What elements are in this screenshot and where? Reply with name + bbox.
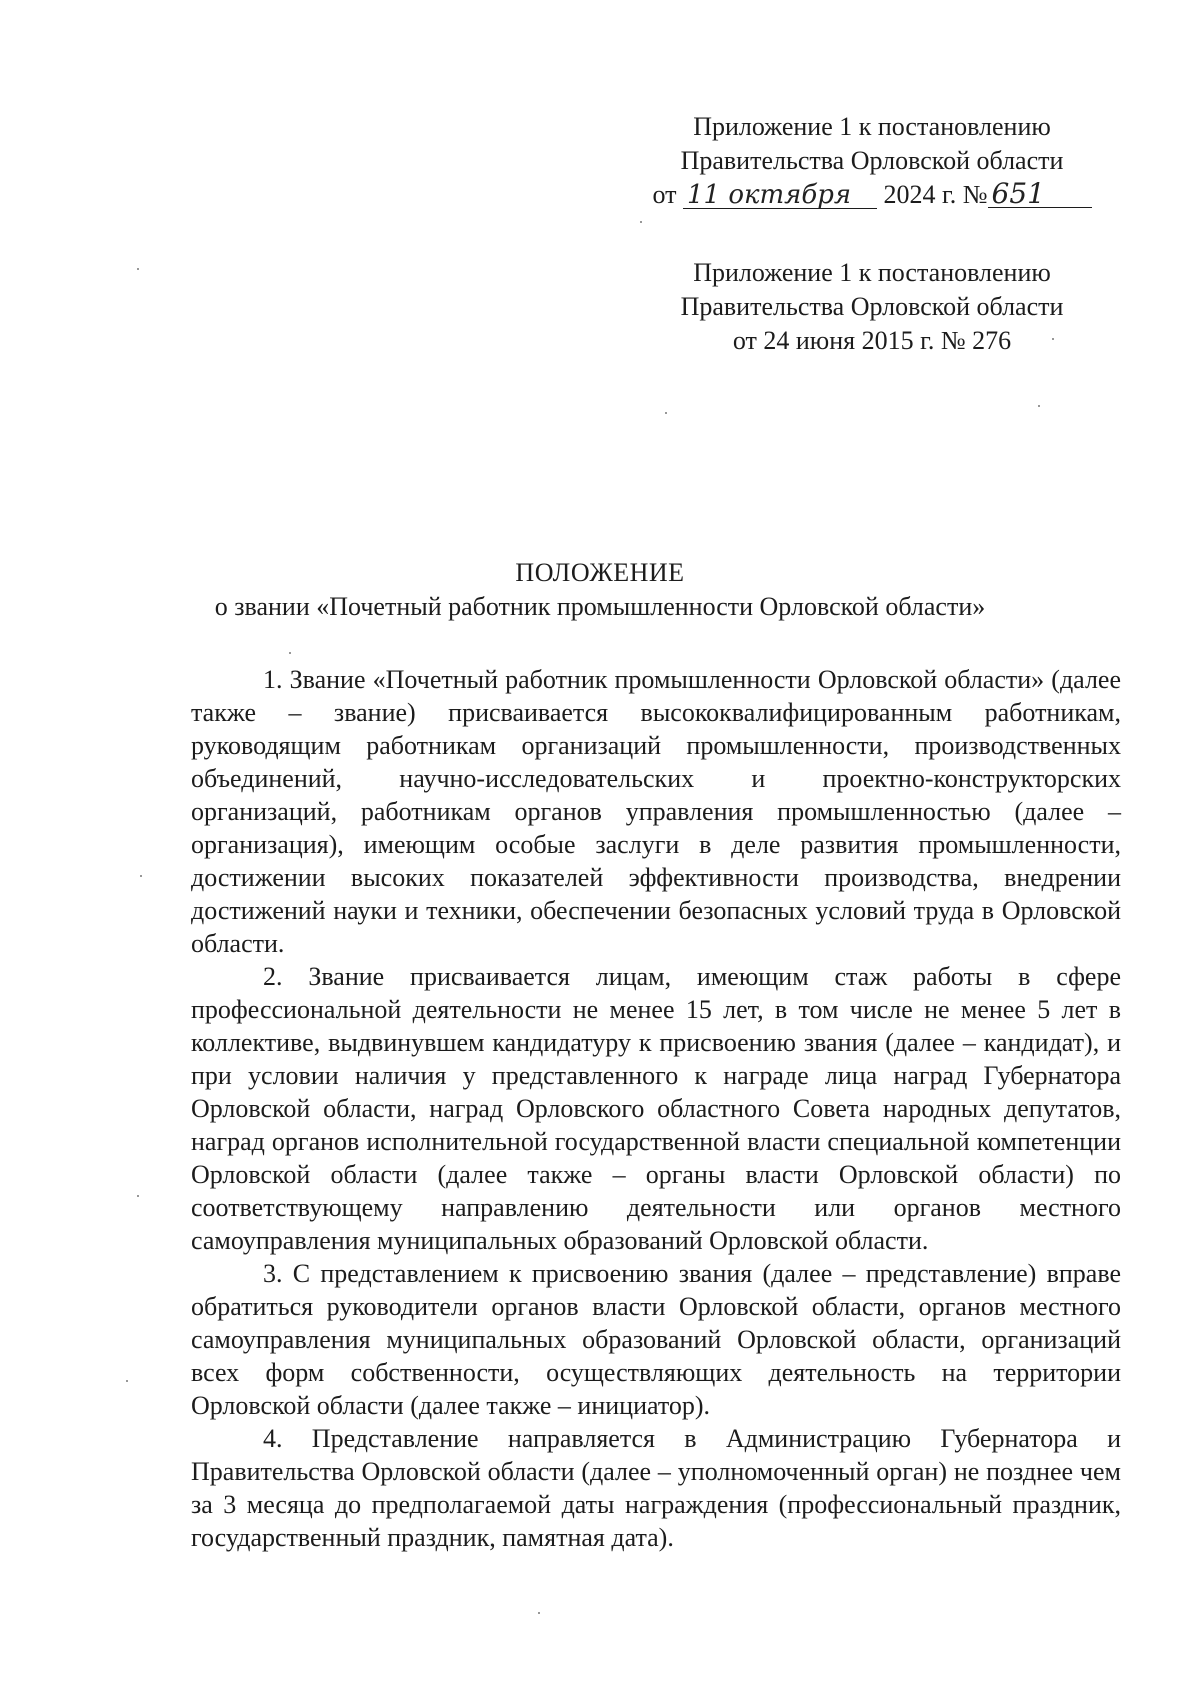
paragraph-number: 4. — [263, 1424, 283, 1453]
handwritten-date: 11 октября — [683, 182, 877, 209]
paragraph-number: 2. — [263, 962, 283, 991]
paragraph-1 — [191, 663, 1121, 960]
scan-speck — [289, 652, 291, 654]
appendix-old-line-2: Правительства Орловской области — [680, 292, 1064, 321]
appendix-date-line — [632, 178, 1112, 212]
paragraph-3 — [191, 1257, 1121, 1422]
document-body — [191, 663, 1121, 1554]
scan-speck — [126, 1380, 128, 1382]
handwritten-number: 651 — [988, 181, 1092, 208]
paragraph-text: С представлением к присвоению звания (далее – представление) вправе обратиться руководители органов власти Орловской области, органов местного самоуправления муниципальных образований Орловской области, организаций всех форм собственности, осуществляющих деятельность на территории Орловской области (далее также – инициатор). — [191, 1259, 1121, 1420]
document-title: ПОЛОЖЕНИЕ — [515, 558, 685, 587]
scan-speck — [137, 268, 139, 270]
document-subtitle: о звании «Почетный работник промышленности Орловской области» — [214, 592, 986, 621]
appendix-line-2: Правительства Орловской области — [680, 146, 1064, 175]
appendix-line-1: Приложение 1 к постановлению — [693, 112, 1051, 141]
paragraph-number: 1. — [263, 665, 283, 694]
paragraph-text: Представление направляется в Администрацию Губернатора и Правительства Орловской области (далее – уполномоченный орган) не позднее чем за 3 месяца до предполагаемой даты награждения (профессиональный праздник, государственный праздник, памятная дата). — [191, 1424, 1122, 1552]
document-title-block — [0, 556, 1200, 624]
scan-speck — [538, 1612, 540, 1614]
scan-speck — [140, 875, 142, 877]
scan-speck — [1038, 405, 1040, 407]
paragraph-4 — [191, 1422, 1121, 1554]
scan-speck — [640, 221, 642, 223]
paragraph-text: Звание «Почетный работник промышленности Орловской области» (далее также – звание) присваивается высококвалифицированным работникам, руководящим работникам организаций промышленности, производственных объединений, научно-исследовательских и проектно-конструкторских организаций, работникам органов управления промышленностью (далее – организация), имеющим особые заслуги в деле развития промышленности, достижении высоких показателей эффективности производства, внедрении достижений науки и техники, обеспечении безопасных условий труда в Орловской области. — [191, 665, 1121, 958]
appendix-header-current — [632, 110, 1112, 212]
appendix-old-line-1: Приложение 1 к постановлению — [693, 258, 1051, 287]
paragraph-number: 3. — [263, 1259, 283, 1288]
appendix-header-original — [632, 256, 1112, 358]
paragraph-text: Звание присваивается лицам, имеющим стаж работы в сфере профессиональной деятельности не менее 15 лет, в том числе не менее 5 лет в коллективе, выдвинувшем кандидатуру к присвоению звания (далее – кандидат), и при условии наличия у представленного к награде лица наград Губернатора Орловской области, наград Орловского областного Совета народных депутатов, наград органов исполнительной государственной власти специальной компетенции Орловской области (далее также – органы власти Орловской области) по соответствующему направлению деятельности или органов местного самоуправления муниципальных образований Орловской области. — [191, 962, 1121, 1255]
paragraph-2 — [191, 960, 1121, 1257]
appendix-old-line-3: от 24 июня 2015 г. № 276 — [732, 326, 1012, 355]
scan-speck — [137, 1195, 139, 1197]
scan-speck — [1052, 338, 1054, 340]
year-text: 2024 г. № — [883, 180, 988, 209]
date-prefix: от — [652, 180, 677, 209]
scan-speck — [665, 412, 667, 414]
